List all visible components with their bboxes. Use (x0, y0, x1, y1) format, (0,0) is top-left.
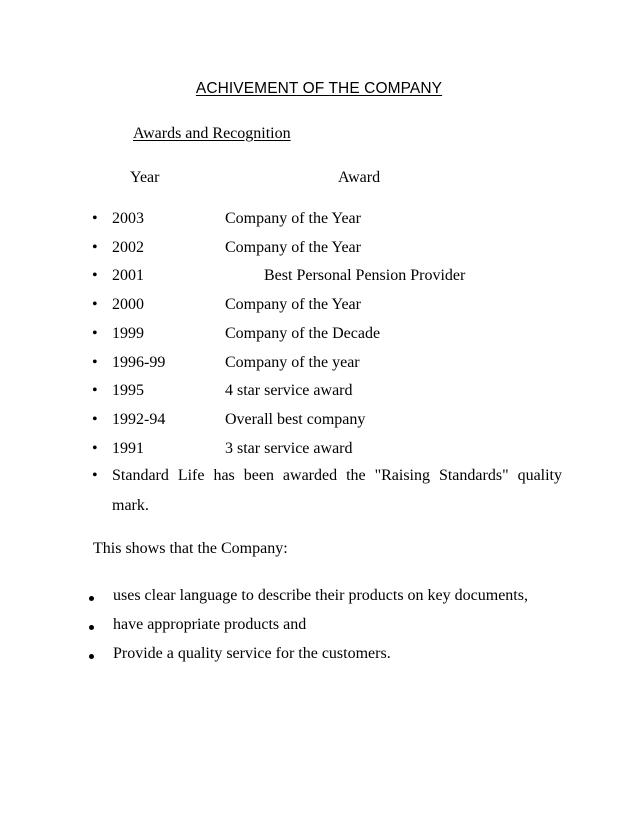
point-text: Provide a quality service for the customers. (113, 645, 391, 662)
award-row (0, 382, 638, 404)
shows-intro-text: This shows that the Company: (93, 540, 288, 557)
award-row (0, 411, 638, 433)
bullet-icon: • (92, 354, 98, 371)
award-year: 1996-99 (112, 354, 166, 371)
bullet-icon: • (92, 467, 98, 484)
award-row (0, 296, 638, 318)
award-year: 2002 (112, 239, 144, 256)
award-row (0, 354, 638, 376)
award-row (0, 239, 638, 261)
bullet-icon: • (92, 267, 98, 284)
award-year: 1995 (112, 382, 144, 399)
award-year: 2001 (112, 267, 144, 284)
award-name: Overall best company (225, 411, 366, 428)
bullet-icon: • (92, 382, 98, 399)
award-row (0, 325, 638, 347)
award-name: Company of the Year (225, 296, 361, 313)
point-text: have appropriate products and (113, 616, 307, 633)
award-year: 1992-94 (112, 411, 166, 428)
round-bullet-icon (89, 654, 94, 659)
page-title: ACHIVEMENT OF THE COMPANY (195, 80, 443, 97)
award-year: 1991 (112, 440, 144, 457)
award-row (0, 267, 638, 289)
round-bullet-icon (89, 596, 94, 601)
award-name: Company of the Decade (225, 325, 381, 342)
award-year: 2000 (112, 296, 144, 313)
award-year: 2003 (112, 210, 144, 227)
section-subheading: Awards and Recognition (133, 125, 291, 142)
bullet-icon: • (92, 210, 98, 227)
award-name: Best Personal Pension Provider (264, 267, 466, 284)
list-item (0, 616, 638, 638)
award-name: Company of the Year (225, 239, 361, 256)
award-name: Company of the year (225, 354, 360, 371)
list-item (0, 587, 638, 609)
column-header-year: Year (130, 169, 160, 186)
bullet-icon: • (92, 296, 98, 313)
bullet-icon: • (92, 325, 98, 342)
award-row (0, 210, 638, 232)
award-name: 3 star service award (225, 440, 353, 457)
point-text: uses clear language to describe their products on key documents, (113, 587, 528, 604)
award-year: 1999 (112, 325, 144, 342)
award-name: Company of the Year (225, 210, 361, 227)
bullet-icon: • (92, 440, 98, 457)
round-bullet-icon (89, 625, 94, 630)
bullet-icon: • (92, 411, 98, 428)
bullet-icon: • (92, 239, 98, 256)
award-name: 4 star service award (225, 382, 353, 399)
quality-mark-text: Standard Life has been awarded the "Raising Standards" quality mark. (112, 467, 562, 514)
award-row (0, 440, 638, 462)
column-header-award: Award (338, 169, 381, 186)
list-item (0, 645, 638, 667)
